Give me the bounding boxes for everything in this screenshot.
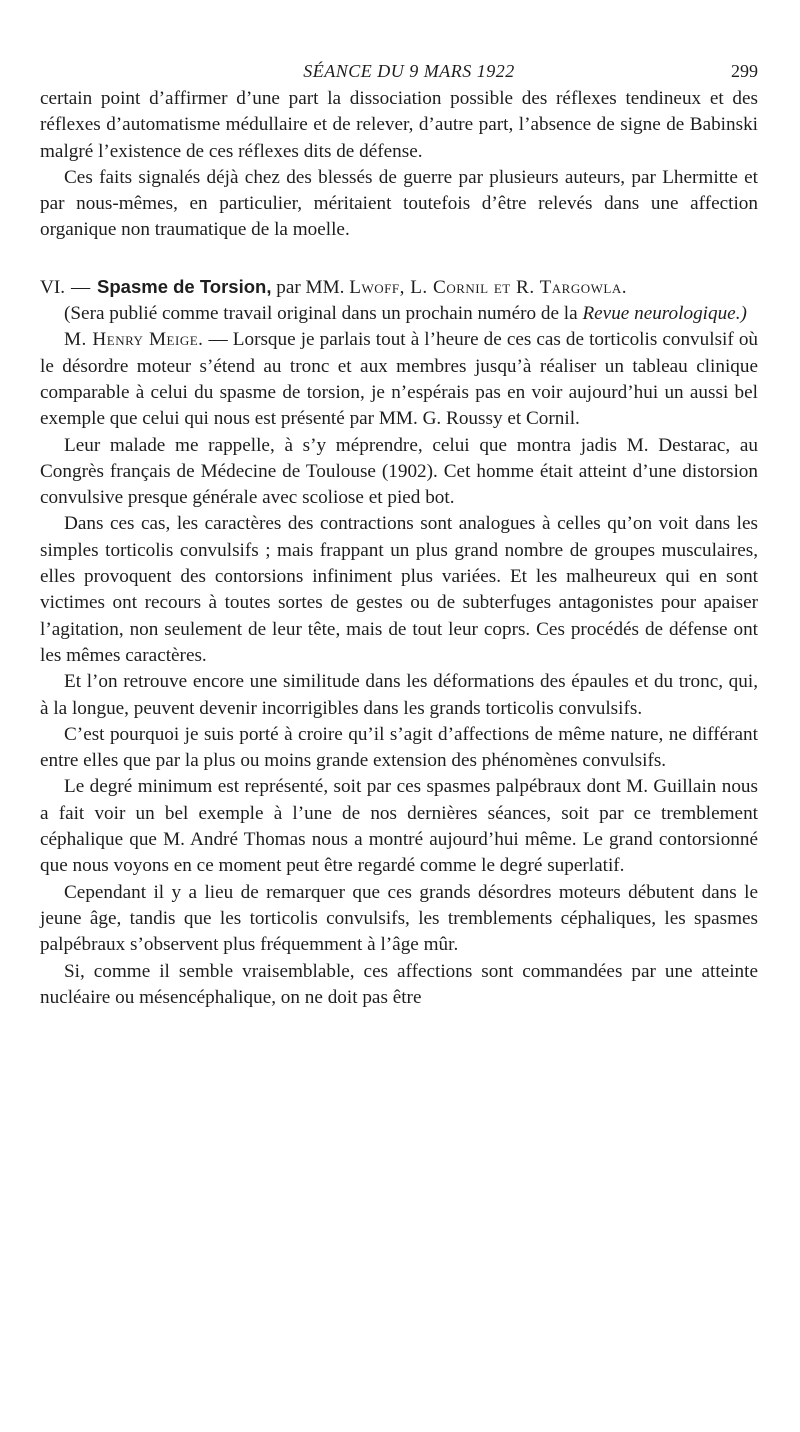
publication-note-text: (Sera publié comme travail original dans un prochain numéro de la [64, 303, 578, 325]
publication-note-journal: Revue neurologique.) [582, 303, 747, 325]
discussion-paragraph [40, 327, 758, 432]
paragraph: Et l’on retrouve encore une similitude dans les déformations des épaules et du tronc, qui, à la longue, peuvent devenir incorrigibles dans les grands torticolis convulsifs. [40, 671, 758, 719]
paragraph: Si, comme il semble vraisemblable, ces affections sont commandées par une atteinte nucléaire ou mésencéphalique, on ne doit pas être [40, 960, 758, 1008]
paragraph: Dans ces cas, les caractères des contractions sont analogues à celles qu’on voit dans les simples torticolis convulsifs ; mais frappant un plus grand nombre de groupes musculaires, elles provoquent des contorsions infiniment plus variées. Et les malheureux qui en sont victimes ont recours à toutes sortes de gestes ou de subterfuges antagonistes pour apaiser l’agitation, non seulement de leur tête, mais de tout leur coprs. Ces procédés de défense ont les mêmes caractères. [40, 513, 758, 666]
discussion-text: Lorsque je parlais tout à l’heure de ces cas de torticolis convulsif où le désordre moteur s’étend au tronc et aux membres jusqu’à réaliser un tableau clinique comparable à celui du spasme de torsion, je n’espérais pas en voir aujourd’hui un aussi bel exemple que celui qui nous est présenté par MM. G. Roussy et Cornil. [40, 329, 759, 430]
section-authors-prefix: par MM. [276, 276, 345, 298]
discussion-speaker: M. Henry Meige. [64, 329, 204, 351]
paragraph: Le degré minimum est représenté, soit par ces spasmes palpébraux dont M. Guillain nous a fait voir un bel exemple à l’une de nos dernières séances, soit par ce tremblement céphalique que M. André Thomas nous a montré aujourd’hui même. Le grand contorsionné que nous voyons en ce moment peut être regardé comme le degré superlatif. [40, 776, 758, 877]
paragraph: C’est pourquoi je suis porté à croire qu’il s’agit d’affections de même nature, ne différant entre elles que par la plus ou moins grande extension des phénomènes convulsifs. [40, 723, 758, 772]
paragraph: Ces faits signalés déjà chez des blessés de guerre par plusieurs auteurs, par Lhermitte et par nous-mêmes, en particulier, méritaient toutefois d’être relevés dans une affection organique non traumatique de la moelle. [40, 166, 758, 241]
paragraph: certain point d’affirmer d’une part la dissociation possible des réflexes tendineux et des réflexes d’automatisme médullaire et de relever, d’autre part, l’absence de signe de Babinski malgré l’existence de ces réflexes dits de défense. [40, 88, 758, 162]
section-heading [40, 274, 758, 301]
publication-note [40, 301, 758, 327]
section-title: Spasme de Torsion, [97, 275, 272, 297]
section-authors: Lwoff, L. Cornil et R. Targowla. [349, 276, 628, 298]
running-title: SÉANCE DU 9 MARS 1922 [303, 61, 515, 81]
section-number: VI. [40, 276, 66, 298]
paragraph: Leur malade me rappelle, à s’y méprendre, celui que montra jadis M. Destarac, au Congrès français de Médecine de Toulouse (1902). Cet homme était atteint d’une distorsion convulsive presque générale avec scoliose et pied bot. [40, 434, 758, 509]
page-number: 299 [731, 61, 758, 81]
section-dash: — [71, 276, 91, 298]
running-head [40, 58, 758, 86]
paragraph: Cependant il y a lieu de remarquer que ces grands désordres moteurs débutent dans le jeune âge, tandis que les torticolis convulsifs, les tremblements céphaliques, les spasmes palpébraux s’observent plus fréquemment à l’âge mûr. [40, 881, 758, 956]
discussion-dash: — [208, 329, 228, 351]
